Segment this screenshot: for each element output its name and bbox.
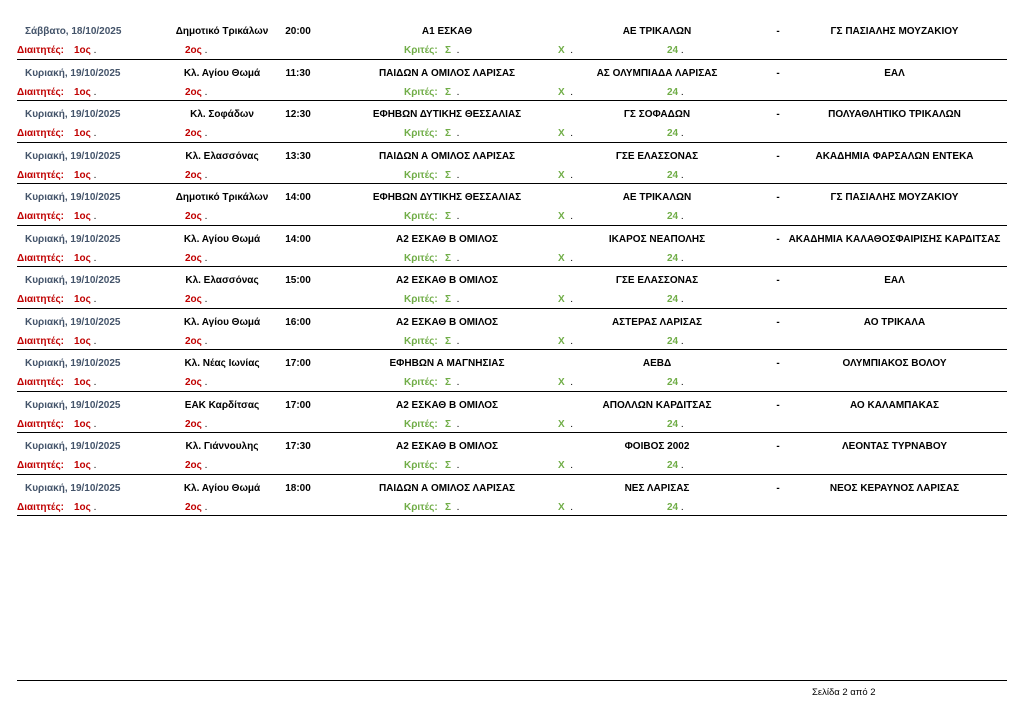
game-date: Κυριακή, 19/10/2025 (25, 399, 121, 411)
game-date: Κυριακή, 19/10/2025 (25, 441, 121, 452)
judges-label: Κριτές: (404, 294, 438, 305)
away-team: ΕΑΛ (884, 67, 905, 79)
referee-1: 1ος . (74, 418, 97, 430)
timekeeper: Χ . (558, 169, 574, 181)
game-info-line (17, 398, 1007, 414)
referee-1: 1ος . (74, 128, 97, 139)
home-team: ΑΣ ΟΛΥΜΠΙΑΔΑ ΛΑΡΙΣΑΣ (596, 67, 718, 79)
vs-dash: - (776, 233, 780, 245)
scorer: Σ . (445, 86, 460, 98)
referee-1: 1ος . (74, 86, 97, 98)
vs-dash: - (776, 109, 780, 120)
game-category: ΠΑΙΔΩΝ Α ΟΜΙΛΟΣ ΛΑΡΙΣΑΣ (378, 150, 516, 162)
game-category: ΕΦΗΒΩΝ ΔΥΤΙΚΗΣ ΘΕΣΣΑΛΙΑΣ (372, 109, 522, 120)
referee-1: 1ος . (74, 45, 97, 56)
referees-label: Διαιτητές: (17, 45, 64, 56)
referee-1: 1ος . (74, 377, 97, 388)
officials-line (17, 292, 1007, 308)
referee-1: 1ος . (74, 460, 97, 471)
officials-line (17, 168, 1007, 184)
game-date: Κυριακή, 19/10/2025 (25, 67, 121, 79)
game-category: ΠΑΙΔΩΝ Α ΟΜΙΛΟΣ ΛΑΡΙΣΑΣ (378, 67, 516, 79)
vs-dash: - (776, 67, 780, 79)
officials-line (17, 458, 1007, 474)
referees-label: Διαιτητές: (17, 501, 64, 513)
away-team: ΓΣ ΠΑΣΙΑΛΗΣ ΜΟΥΖΑΚΙΟΥ (830, 192, 959, 203)
referee-1: 1ος . (74, 501, 97, 513)
timekeeper: Χ . (558, 45, 574, 56)
game-venue: Κλ. Γιάννουλης (185, 441, 259, 452)
timekeeper: Χ . (558, 211, 574, 222)
game-info-line (17, 315, 1007, 331)
away-team: ΑΚΑΔΗΜΙΑ ΚΑΛΑΘΟΣΦΑΙΡΙΣΗΣ ΚΑΡΔΙΤΣΑΣ (788, 233, 1001, 245)
referee-2: 2ος . (185, 169, 208, 181)
game-venue: Κλ. Αγίου Θωμά (183, 316, 261, 328)
game-row (17, 475, 1007, 517)
away-team: ΝΕΟΣ ΚΕΡΑΥΝΟΣ ΛΑΡΙΣΑΣ (829, 482, 960, 494)
game-category: Α2 ΕΣΚΑΘ Β ΟΜΙΛΟΣ (395, 275, 499, 286)
shot-clock-operator: 24 . (667, 86, 684, 98)
game-venue: Δημοτικό Τρικάλων (175, 26, 269, 37)
timekeeper: Χ . (558, 335, 574, 347)
shot-clock-operator: 24 . (667, 501, 684, 513)
game-time: 20:00 (285, 26, 311, 37)
referees-label: Διαιτητές: (17, 294, 64, 305)
home-team: ΦΟΙΒΟΣ 2002 (624, 441, 690, 452)
judges-label: Κριτές: (404, 45, 438, 56)
game-info-line (17, 273, 1007, 289)
game-row (17, 101, 1007, 143)
game-info-line (17, 149, 1007, 165)
referee-2: 2ος . (185, 252, 208, 264)
scorer: Σ . (445, 169, 460, 181)
officials-line (17, 417, 1007, 433)
referees-label: Διαιτητές: (17, 211, 64, 222)
timekeeper: Χ . (558, 294, 574, 305)
game-venue: Δημοτικό Τρικάλων (175, 192, 269, 203)
game-time: 14:00 (285, 192, 311, 203)
home-team: ΝΕΣ ΛΑΡΙΣΑΣ (624, 482, 690, 494)
vs-dash: - (776, 26, 780, 37)
home-team: ΑΣΤΕΡΑΣ ΛΑΡΙΣΑΣ (611, 316, 703, 328)
scorer: Σ . (445, 294, 460, 305)
away-team: ΟΛΥΜΠΙΑΚΟΣ ΒΟΛΟΥ (842, 358, 947, 369)
shot-clock-operator: 24 . (667, 335, 684, 347)
game-time: 12:30 (285, 109, 311, 120)
game-date: Κυριακή, 19/10/2025 (25, 482, 121, 494)
referees-label: Διαιτητές: (17, 460, 64, 471)
game-category: Α2 ΕΣΚΑΘ Β ΟΜΙΛΟΣ (395, 316, 499, 328)
game-row (17, 350, 1007, 392)
officials-line (17, 334, 1007, 350)
game-time: 14:00 (285, 233, 311, 245)
judges-label: Κριτές: (404, 460, 438, 471)
home-team: ΙΚΑΡΟΣ ΝΕΑΠΟΛΗΣ (608, 233, 706, 245)
game-date: Κυριακή, 19/10/2025 (25, 192, 121, 203)
home-team: ΑΕ ΤΡΙΚΑΛΩΝ (622, 26, 692, 37)
judges-label: Κριτές: (404, 169, 438, 181)
game-info-line (17, 190, 1007, 206)
judges-label: Κριτές: (404, 335, 438, 347)
officials-line (17, 85, 1007, 101)
game-info-line (17, 107, 1007, 123)
scorer: Σ . (445, 418, 460, 430)
game-date: Κυριακή, 19/10/2025 (25, 150, 121, 162)
referee-2: 2ος . (185, 377, 208, 388)
game-venue: Κλ. Ελασσόνας (185, 150, 259, 162)
game-category: Α1 ΕΣΚΑΘ (421, 26, 473, 37)
game-info-line (17, 232, 1007, 248)
game-time: 13:30 (285, 150, 311, 162)
referees-label: Διαιτητές: (17, 335, 64, 347)
referee-2: 2ος . (185, 418, 208, 430)
referees-label: Διαιτητές: (17, 377, 64, 388)
officials-line (17, 500, 1007, 516)
timekeeper: Χ . (558, 460, 574, 471)
game-venue: Κλ. Ελασσόνας (185, 275, 259, 286)
game-category: ΕΦΗΒΩΝ ΔΥΤΙΚΗΣ ΘΕΣΣΑΛΙΑΣ (372, 192, 522, 203)
home-team: ΓΣ ΣΟΦΑΔΩΝ (623, 109, 691, 120)
judges-label: Κριτές: (404, 252, 438, 264)
game-category: ΕΦΗΒΩΝ Α ΜΑΓΝΗΣΙΑΣ (389, 358, 505, 369)
vs-dash: - (776, 275, 780, 286)
referees-label: Διαιτητές: (17, 252, 64, 264)
vs-dash: - (776, 150, 780, 162)
game-row (17, 433, 1007, 475)
game-row (17, 184, 1007, 226)
referees-label: Διαιτητές: (17, 169, 64, 181)
referee-2: 2ος . (185, 211, 208, 222)
judges-label: Κριτές: (404, 501, 438, 513)
officials-line (17, 375, 1007, 391)
shot-clock-operator: 24 . (667, 128, 684, 139)
game-time: 17:00 (285, 358, 311, 369)
game-time: 11:30 (285, 67, 311, 79)
scorer: Σ . (445, 45, 460, 56)
game-date: Σάββατο, 18/10/2025 (25, 26, 122, 37)
game-time: 17:30 (285, 441, 311, 452)
game-venue: ΕΑΚ Καρδίτσας (184, 399, 260, 411)
game-info-line (17, 481, 1007, 497)
game-venue: Κλ. Αγίου Θωμά (183, 482, 261, 494)
game-date: Κυριακή, 19/10/2025 (25, 358, 121, 369)
game-time: 17:00 (285, 399, 311, 411)
page-number: Σελίδα 2 από 2 (812, 687, 876, 698)
timekeeper: Χ . (558, 86, 574, 98)
referee-1: 1ος . (74, 211, 97, 222)
timekeeper: Χ . (558, 418, 574, 430)
shot-clock-operator: 24 . (667, 377, 684, 388)
referee-1: 1ος . (74, 252, 97, 264)
referees-label: Διαιτητές: (17, 128, 64, 139)
judges-label: Κριτές: (404, 211, 438, 222)
referee-2: 2ος . (185, 335, 208, 347)
game-info-line (17, 356, 1007, 372)
shot-clock-operator: 24 . (667, 294, 684, 305)
away-team: ΑΚΑΔΗΜΙΑ ΦΑΡΣΑΛΩΝ ΕΝΤΕΚΑ (815, 150, 974, 162)
shot-clock-operator: 24 . (667, 460, 684, 471)
scorer: Σ . (445, 501, 460, 513)
home-team: ΑΕΒΔ (642, 358, 672, 369)
vs-dash: - (776, 441, 780, 452)
timekeeper: Χ . (558, 377, 574, 388)
game-row (17, 18, 1007, 60)
game-venue: Κλ. Αγίου Θωμά (183, 233, 261, 245)
game-venue: Κλ. Νέας Ιωνίας (184, 358, 260, 369)
referee-1: 1ος . (74, 169, 97, 181)
scorer: Σ . (445, 211, 460, 222)
away-team: ΑΟ ΤΡΙΚΑΛΑ (863, 316, 926, 328)
officials-line (17, 209, 1007, 225)
game-row (17, 226, 1007, 268)
vs-dash: - (776, 399, 780, 411)
schedule-table (17, 18, 1007, 516)
vs-dash: - (776, 192, 780, 203)
referee-1: 1ος . (74, 335, 97, 347)
game-row (17, 309, 1007, 351)
scorer: Σ . (445, 335, 460, 347)
away-team: ΑΟ ΚΑΛΑΜΠΑΚΑΣ (849, 399, 940, 411)
vs-dash: - (776, 482, 780, 494)
judges-label: Κριτές: (404, 86, 438, 98)
game-category: Α2 ΕΣΚΑΘ Β ΟΜΙΛΟΣ (395, 399, 499, 411)
game-row (17, 267, 1007, 309)
home-team: ΑΠΟΛΛΩΝ ΚΑΡΔΙΤΣΑΣ (602, 399, 712, 411)
game-date: Κυριακή, 19/10/2025 (25, 275, 121, 286)
game-info-line (17, 439, 1007, 455)
referee-2: 2ος . (185, 86, 208, 98)
referee-2: 2ος . (185, 294, 208, 305)
game-date: Κυριακή, 19/10/2025 (25, 233, 121, 245)
scorer: Σ . (445, 252, 460, 264)
game-venue: Κλ. Σοφάδων (190, 109, 254, 120)
home-team: ΑΕ ΤΡΙΚΑΛΩΝ (622, 192, 692, 203)
timekeeper: Χ . (558, 501, 574, 513)
referee-2: 2ος . (185, 45, 208, 56)
footer-divider (17, 680, 1007, 681)
shot-clock-operator: 24 . (667, 211, 684, 222)
away-team: ΛΕΟΝΤΑΣ ΤΥΡΝΑΒΟΥ (842, 441, 947, 452)
referee-2: 2ος . (185, 128, 208, 139)
timekeeper: Χ . (558, 252, 574, 264)
judges-label: Κριτές: (404, 418, 438, 430)
away-team: ΠΟΛΥΑΘΛΗΤΙΚΟ ΤΡΙΚΑΛΩΝ (828, 109, 961, 120)
scorer: Σ . (445, 128, 460, 139)
referees-label: Διαιτητές: (17, 86, 64, 98)
referee-2: 2ος . (185, 460, 208, 471)
home-team: ΓΣΕ ΕΛΑΣΣΟΝΑΣ (615, 150, 699, 162)
scorer: Σ . (445, 377, 460, 388)
game-row (17, 143, 1007, 185)
away-team: ΕΑΛ (884, 275, 905, 286)
shot-clock-operator: 24 . (667, 252, 684, 264)
officials-line (17, 126, 1007, 142)
game-time: 15:00 (285, 275, 311, 286)
vs-dash: - (776, 316, 780, 328)
game-info-line (17, 66, 1007, 82)
game-category: ΠΑΙΔΩΝ Α ΟΜΙΛΟΣ ΛΑΡΙΣΑΣ (378, 482, 516, 494)
game-category: Α2 ΕΣΚΑΘ Β ΟΜΙΛΟΣ (395, 233, 499, 245)
officials-line (17, 43, 1007, 59)
game-row (17, 392, 1007, 434)
game-row (17, 60, 1007, 102)
game-venue: Κλ. Αγίου Θωμά (183, 67, 261, 79)
game-time: 16:00 (285, 316, 311, 328)
game-category: Α2 ΕΣΚΑΘ Β ΟΜΙΛΟΣ (395, 441, 499, 452)
scorer: Σ . (445, 460, 460, 471)
judges-label: Κριτές: (404, 377, 438, 388)
timekeeper: Χ . (558, 128, 574, 139)
home-team: ΓΣΕ ΕΛΑΣΣΟΝΑΣ (615, 275, 699, 286)
shot-clock-operator: 24 . (667, 418, 684, 430)
away-team: ΓΣ ΠΑΣΙΑΛΗΣ ΜΟΥΖΑΚΙΟΥ (830, 26, 959, 37)
referees-label: Διαιτητές: (17, 418, 64, 430)
game-info-line (17, 24, 1007, 40)
referee-1: 1ος . (74, 294, 97, 305)
shot-clock-operator: 24 . (667, 45, 684, 56)
referee-2: 2ος . (185, 501, 208, 513)
judges-label: Κριτές: (404, 128, 438, 139)
game-date: Κυριακή, 19/10/2025 (25, 109, 121, 120)
shot-clock-operator: 24 . (667, 169, 684, 181)
officials-line (17, 251, 1007, 267)
game-time: 18:00 (285, 482, 311, 494)
game-date: Κυριακή, 19/10/2025 (25, 316, 121, 328)
vs-dash: - (776, 358, 780, 369)
